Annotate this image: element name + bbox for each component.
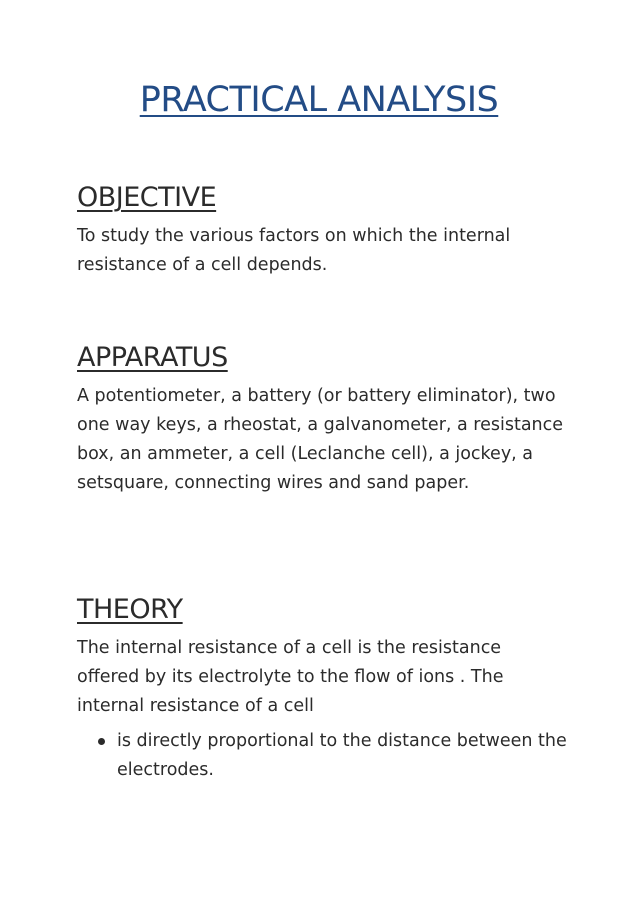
- theory-heading: THEORY: [77, 594, 183, 625]
- theory-text: The internal resistance of a cell is the resistance offered by its electrolyte to the flow of ions . The internal resistance of a cell: [77, 638, 504, 716]
- objective-heading: OBJECTIVE: [77, 182, 217, 213]
- list-item: [117, 727, 567, 785]
- page-title: [0, 80, 638, 120]
- theory-bullet-list: [77, 727, 567, 785]
- bullet-icon: [98, 738, 105, 745]
- objective-section: [77, 180, 567, 280]
- apparatus-section: [77, 340, 567, 498]
- objective-text: To study the various factors on which the internal resistance of a cell depends.: [77, 226, 511, 275]
- apparatus-heading: APPARATUS: [77, 342, 228, 373]
- theory-section: [77, 592, 567, 785]
- page-title-text: PRACTICAL ANALYSIS: [139, 80, 499, 120]
- apparatus-text: A potentiometer, a battery (or battery eliminator), two one way keys, a rheostat, a galvanometer, a resistance box, an ammeter, a cell (Leclanche cell), a jockey, a setsquare, connecting wires and sand paper.: [77, 386, 564, 493]
- list-item-text: is directly proportional to the distance between the electrodes.: [117, 731, 567, 780]
